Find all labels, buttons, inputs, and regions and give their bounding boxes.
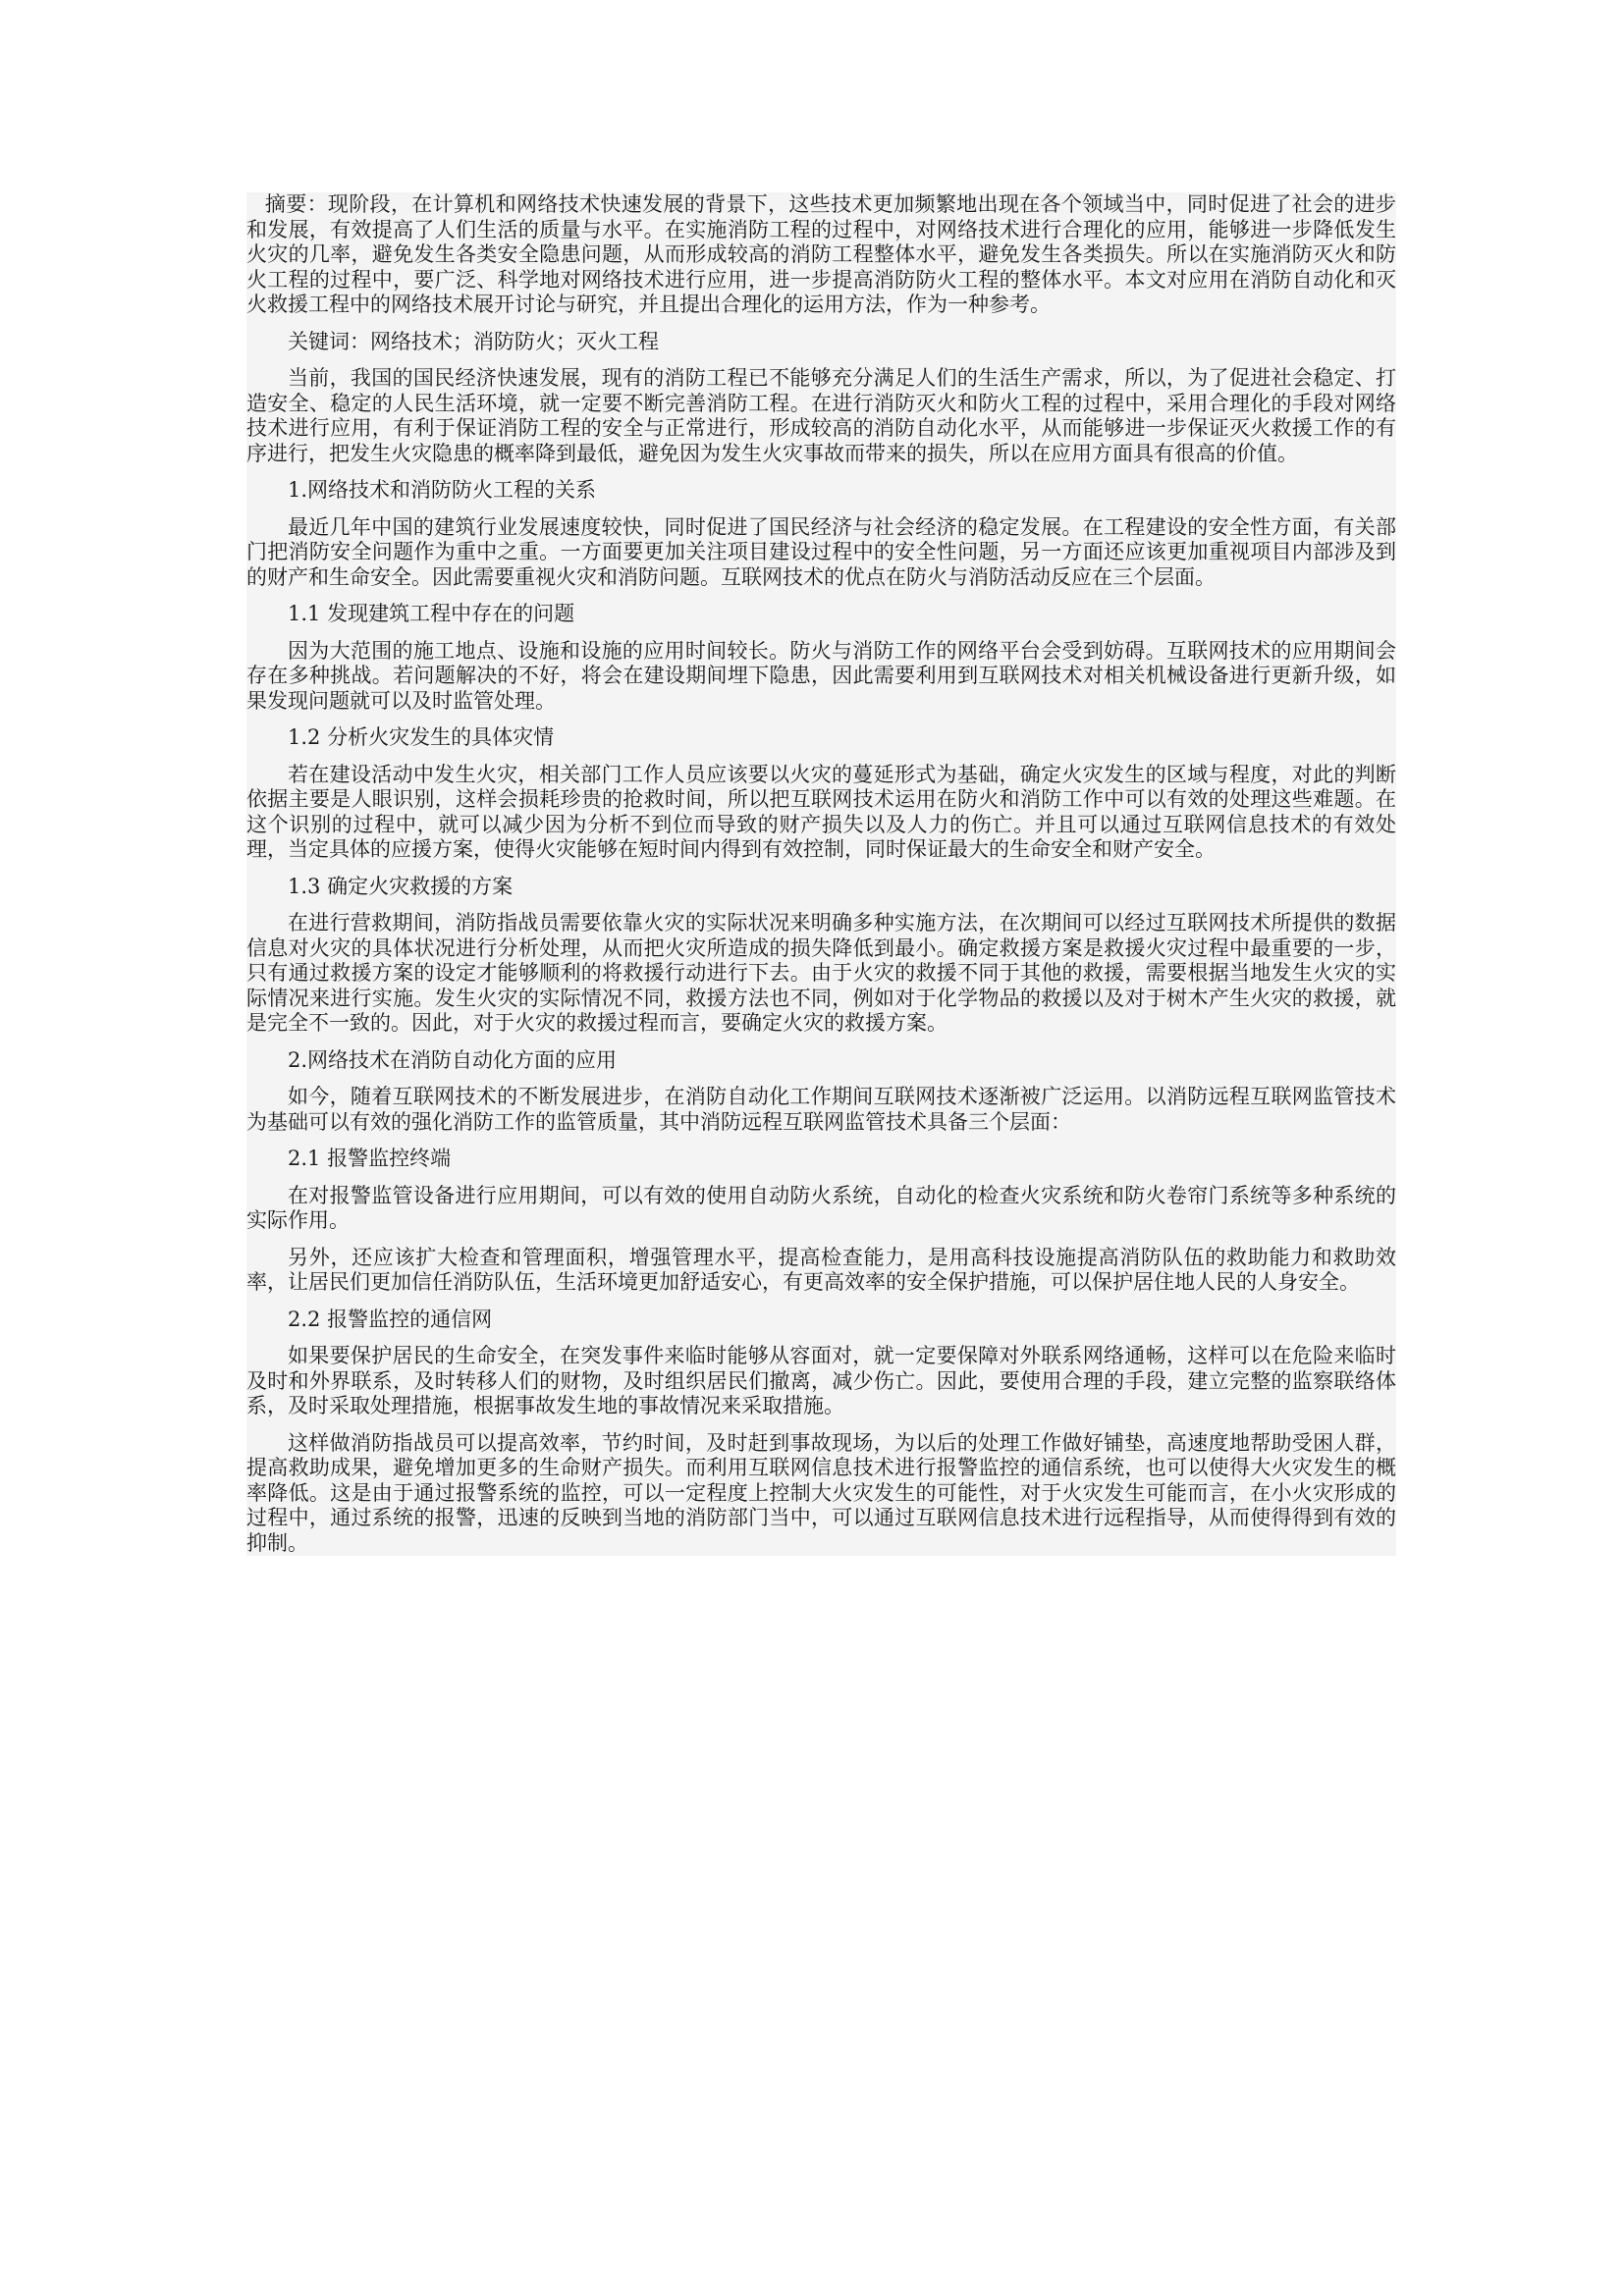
subsection-heading: 2.1 报警监控终端 — [288, 1147, 452, 1170]
body-paragraph: 另外，还应该扩大检查和管理面积，增强管理水平，提高检查能力，是用高科技设施提高消防队伍的救助能力和救助效率，让居民们更加信任消防队伍，生活环境更加舒适安心，有更高效率的安全保护措施，可以保护居住地人民的人身安全。 — [246, 1245, 1396, 1294]
subsection-heading: 1.2 分析火灾发生的具体灾情 — [288, 725, 555, 749]
body-paragraph: 如今，随着互联网技术的不断发展进步，在消防自动化工作期间互联网技术逐渐被广泛运用。以消防远程互联网监管技术为基础可以有效的强化消防工作的监管质量，其中消防远程互联网监管技术具备三个层面： — [246, 1085, 1396, 1134]
subsection-heading: 1.3 确定火灾救援的方案 — [288, 874, 514, 898]
section-heading: 2.网络技术在消防自动化方面的应用 — [288, 1047, 618, 1072]
section-heading: 1.网络技术和消防防火工程的关系 — [288, 478, 597, 502]
body-paragraph: 当前，我国的国民经济快速发展，现有的消防工程已不能够充分满足人们的生活生产需求，所以，为了促进社会稳定、打造安全、稳定的人民生活环境，就一定要不断完善消防工程。在进行消防灭火和防火工程的过程中，采用合理化的手段对网络技术进行应用，有利于保证消防工程的安全与正常进行，形成较高的消防自动化水平，从而能够进一步保证灭火救援工作的有序进行，把发生火灾隐患的概率降到最低，避免因为发生火灾事故而带来的损失，所以在应用方面具有很高的价值。 — [246, 366, 1396, 465]
body-paragraph: 若在建设活动中发生火灾，相关部门工作人员应该要以火灾的蔓延形式为基础，确定火灾发生的区域与程度，对此的判断依据主要是人眼识别，这样会损耗珍贵的抢救时间，所以把互联网技术运用在防火和消防工作中可以有效的处理这些难题。在这个识别的过程中，就可以减少因为分析不到位而导致的财产损失以及人力的伤亡。并且可以通过互联网信息技术的有效处理，当定具体的应援方案，使得火灾能够在短时间内得到有效控制，同时保证最大的生命安全和财产安全。 — [246, 762, 1396, 861]
abstract-paragraph: 摘要：现阶段，在计算机和网络技术快速发展的背景下，这些技术更加频繁地出现在各个领域当中，同时促进了社会的进步和发展，有效提高了人们生活的质量与水平。在实施消防工程的过程中，对网络技术进行合理化的应用，能够进一步降低发生火灾的几率，避免发生各类安全隐患问题，从而形成较高的消防工程整体水平，避免发生各类损失。所以在实施消防灭火和防火工程的过程中，要广泛、科学地对网络技术进行应用，进一步提高消防防火工程的整体水平。本文对应用在消防自动化和灭火救援工程中的网络技术展开讨论与研究，并且提出合理化的运用方法，作为一种参考。 — [246, 192, 1396, 316]
subsection-heading: 1.1 发现建筑工程中存在的问题 — [288, 602, 575, 625]
document-page — [246, 192, 1396, 1556]
subsection-heading: 2.2 报警监控的通信网 — [288, 1307, 493, 1331]
keywords-paragraph: 关键词：网络技术；消防防火；灭火工程 — [288, 329, 659, 353]
body-paragraph: 最近几年中国的建筑行业发展速度较快，同时促进了国民经济与社会经济的稳定发展。在工程建设的安全性方面，有关部门把消防安全问题作为重中之重。一方面要更加关注项目建设过程中的安全性问题，另一方面还应该更加重视项目内部涉及到的财产和生命安全。因此需要重视火灾和消防问题。互联网技术的优点在防火与消防活动反应在三个层面。 — [246, 514, 1396, 589]
body-paragraph: 因为大范围的施工地点、设施和设施的应用时间较长。防火与消防工作的网络平台会受到妨碍。互联网技术的应用期间会存在多种挑战。若问题解决的不好，将会在建设期间埋下隐患，因此需要利用到互联网技术对相关机械设备进行更新升级，如果发现问题就可以及时监管处理。 — [246, 638, 1396, 713]
body-paragraph: 这样做消防指战员可以提高效率，节约时间，及时赶到事故现场，为以后的处理工作做好铺垫，高速度地帮助受困人群，提高救助成果，避免增加更多的生命财产损失。而利用互联网信息技术进行报警监控的通信系统，也可以使得大火灾发生的概率降低。这是由于通过报警系统的监控，可以一定程度上控制大火灾发生的可能性，对于火灾发生可能而言，在小火灾形成的过程中，通过系统的报警，迅速的反映到当地的消防部门当中，可以通过互联网信息技术进行远程指导，从而使得得到有效的抑制。 — [246, 1430, 1396, 1555]
body-paragraph: 在对报警监管设备进行应用期间，可以有效的使用自动防火系统，自动化的检查火灾系统和防火卷帘门系统等多种系统的实际作用。 — [246, 1183, 1396, 1232]
body-paragraph: 在进行营救期间，消防指战员需要依靠火灾的实际状况来明确多种实施方法，在次期间可以经过互联网技术所提供的数据信息对火灾的具体状况进行分析处理，从而把火灾所造成的损失降低到最小。确定救援方案是救援火灾过程中最重要的一步，只有通过救援方案的设定才能够顺利的将救援行动进行下去。由于火灾的救援不同于其他的救援，需要根据当地发生火灾的实际情况来进行实施。发生火灾的实际情况不同，救援方法也不同，例如对于化学物品的救援以及对于树木产生火灾的救援，就是完全不一致的。因此，对于火灾的救援过程而言，要确定火灾的救援方案。 — [246, 911, 1396, 1035]
body-paragraph: 如果要保护居民的生命安全，在突发事件来临时能够从容面对，就一定要保障对外联系网络通畅，这样可以在危险来临时及时和外界联系，及时转移人们的财物，及时组织居民们撤离，减少伤亡。因此，要使用合理的手段，建立完整的监察联络体系，及时采取处理措施，根据事故发生地的事故情况来采取措施。 — [246, 1344, 1396, 1417]
